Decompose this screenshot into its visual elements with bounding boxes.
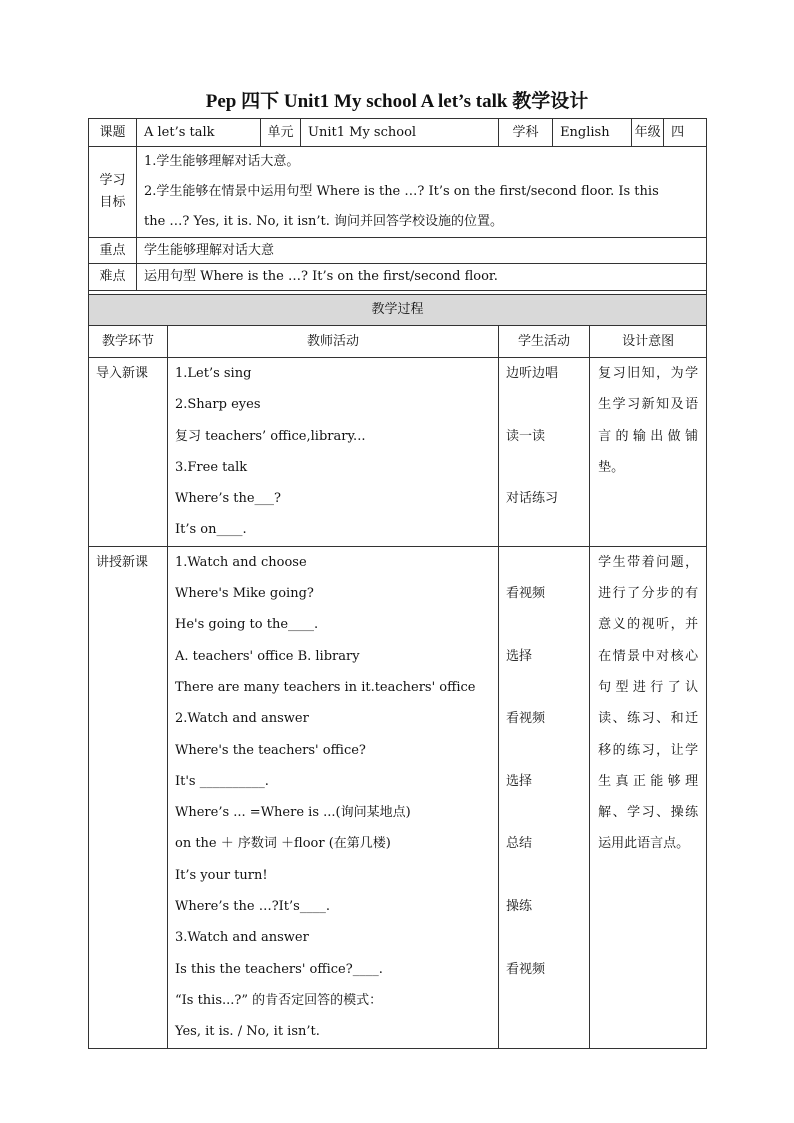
teacher-line: Is this the teachers' office?____.: [175, 961, 383, 977]
student-line: [506, 609, 589, 640]
teacher-line: Where’s the …?It’s____.: [175, 899, 330, 915]
key-point-value: 学生能够理解对话大意: [137, 238, 707, 264]
process-title-row: [89, 295, 707, 326]
teacher-cell: [168, 546, 499, 1048]
student-line: [506, 860, 589, 891]
teacher-line: Yes, it is. / No, it isn’t.: [175, 1024, 320, 1040]
teacher-line: 3.Free talk: [175, 459, 248, 475]
subject-value: English: [553, 119, 632, 147]
teacher-cell: [168, 358, 499, 547]
student-cell: [499, 358, 590, 547]
student-line: [506, 985, 589, 1016]
goals-content: [137, 147, 707, 238]
grade-value: 四: [664, 119, 707, 147]
goals-label: 学习目标: [89, 147, 137, 238]
teacher-line: He's going to the____.: [175, 617, 319, 633]
grade-label: 年级: [632, 119, 664, 147]
section-row: [89, 546, 707, 1048]
key-point-row: [89, 238, 707, 264]
teacher-line: Where’s the___?: [175, 491, 282, 507]
student-line: 边听边唱: [506, 366, 559, 381]
topic-value: A let’s talk: [137, 119, 261, 147]
student-line: [506, 1016, 589, 1047]
header-stage: 教学环节: [89, 326, 168, 358]
goal-line: the …? Yes, it is. No, it isn’t. 询问并回答学校设施的位置。: [144, 214, 504, 229]
teacher-line: 2.Watch and answer: [175, 711, 309, 727]
difficulty-row: [89, 264, 707, 291]
intent-text: 复习旧知，为学生学习新知及语言的输出做铺垫。: [598, 366, 699, 475]
teacher-line: There are many teachers in it.teachers' office: [175, 679, 476, 695]
teacher-line: It’s on____.: [175, 522, 247, 538]
header-intent: 设计意图: [590, 326, 707, 358]
teacher-line: 2.Sharp eyes: [175, 397, 261, 413]
teacher-line: A. teachers' office B. library: [175, 648, 360, 664]
student-line: 读一读: [506, 428, 546, 444]
goal-line: 1.学生能够理解对话大意。: [144, 154, 300, 169]
process-header-row: [89, 326, 707, 358]
student-line: 对话练习: [506, 491, 559, 507]
difficulty-label: 难点: [89, 264, 137, 291]
student-line: 总结: [506, 836, 533, 852]
process-title: 教学过程: [89, 295, 707, 326]
student-line: 看视频: [506, 586, 546, 602]
student-line: 看视频: [506, 711, 546, 727]
student-line: 选择: [506, 773, 533, 789]
student-line: [506, 922, 589, 953]
student-line: 操练: [506, 899, 533, 915]
lesson-plan-table: [88, 118, 706, 1049]
student-cell: [499, 546, 590, 1048]
goals-row: [89, 147, 707, 238]
info-row: [89, 119, 707, 147]
subject-label: 学科: [499, 119, 553, 147]
stage-cell: [89, 546, 168, 1048]
teacher-line: It's __________.: [175, 773, 269, 789]
header-student: 学生活动: [499, 326, 590, 358]
student-line: [506, 547, 589, 578]
difficulty-value: 运用句型 Where is the …? It’s on the first/second floor.: [137, 264, 707, 291]
teacher-line: 复习 teachers’ office,library...: [175, 428, 366, 444]
page-title: Pep 四下 Unit1 My school A let’s talk 教学设计: [205, 91, 589, 112]
section-row: [89, 358, 707, 547]
teacher-line: 1.Let’s sing: [175, 366, 252, 381]
student-line: [506, 514, 589, 545]
student-line: 选择: [506, 648, 533, 664]
student-line: [506, 672, 589, 703]
intent-cell: [590, 358, 707, 547]
unit-label: 单元: [261, 119, 301, 147]
unit-value: Unit1 My school: [301, 119, 499, 147]
goal-line: 2.学生能够在情景中运用句型 Where is the …? It’s on the first/second floor. Is this: [144, 184, 659, 199]
student-line: [506, 452, 589, 483]
teacher-line: 3.Watch and answer: [175, 930, 309, 946]
topic-label: 课题: [89, 119, 137, 147]
header-teacher: 教师活动: [168, 326, 499, 358]
stage-cell: [89, 358, 168, 547]
student-line: [506, 735, 589, 766]
teacher-line: 1.Watch and choose: [175, 554, 307, 570]
stage-label: 讲授新课: [96, 554, 149, 570]
teacher-line: It’s your turn!: [175, 867, 268, 883]
teacher-line: “Is this...?” 的肯否定回答的模式：: [175, 992, 383, 1008]
teacher-line: Where's the teachers' office?: [175, 742, 366, 758]
teacher-line: Where’s ... =Where is ...(询问某地点): [175, 805, 411, 821]
stage-label: 导入新课: [96, 366, 149, 381]
intent-cell: [590, 546, 707, 1048]
student-line: 看视频: [506, 961, 546, 977]
intent-text: 学生带着问题，进行了分步的有意义的视听，并在情景中对核心句型进行了认读、练习、和迁移的练习，让学生真正能够理解、学习、操练运用此语言点。: [598, 554, 699, 852]
teacher-line: on the ＋ 序数词 ＋floor (在第几楼): [175, 836, 391, 852]
student-line: [506, 389, 589, 420]
student-line: [506, 797, 589, 828]
teacher-line: Where's Mike going?: [175, 586, 314, 602]
key-point-label: 重点: [89, 238, 137, 264]
